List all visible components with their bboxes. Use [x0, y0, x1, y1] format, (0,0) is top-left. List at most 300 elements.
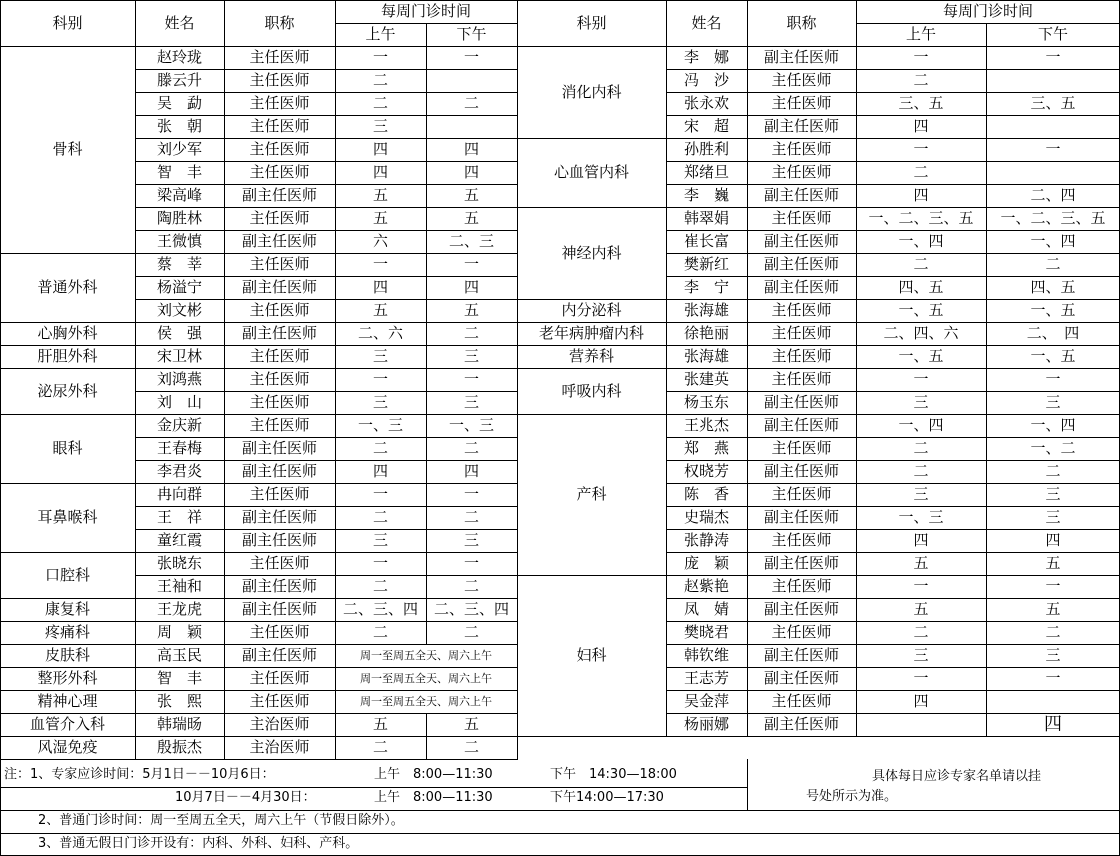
pm-cell: 二: [1045, 623, 1061, 641]
grid-line: [986, 115, 987, 139]
grid-line: [666, 483, 667, 507]
grid-line: [986, 46, 987, 70]
doctor-title: 主任医师: [771, 692, 832, 710]
am-cell: 二: [913, 71, 929, 89]
grid-line: [426, 46, 427, 70]
grid-line: [135, 621, 136, 645]
doctor-name: 徐艳丽: [683, 324, 729, 342]
grid-line: [666, 345, 667, 369]
grid-line: [747, 552, 748, 576]
pm-cell: 四、五: [1030, 278, 1076, 296]
grid-line: [666, 552, 667, 576]
doctor-title: 副主任医师: [763, 278, 839, 296]
grid-line: [224, 644, 225, 668]
am-cell: 三、五: [898, 94, 944, 112]
pm-cell: 一: [463, 48, 479, 66]
grid-line: [986, 460, 987, 484]
pm-cell: 二: [463, 623, 479, 641]
am-cell: 一、三: [357, 416, 403, 434]
grid-line: [747, 345, 748, 369]
am-cell: 四: [913, 531, 929, 549]
grid-line: [135, 644, 136, 668]
doctor-title: 副主任医师: [763, 48, 839, 66]
grid-line: [986, 529, 987, 553]
pm-cell: 一: [1045, 669, 1061, 687]
grid-line: [135, 598, 136, 622]
pm-cell: 二、 四: [1026, 324, 1080, 342]
grid-line: [666, 115, 667, 139]
dept-cell: 整形外科: [37, 669, 98, 687]
note-summer-am: 上午 8:00—11:30: [374, 767, 493, 782]
doctor-name: 凤 婧: [683, 600, 729, 618]
pm-cell: 一、二、三、五: [1000, 209, 1106, 227]
pm-cell: 二、三: [448, 232, 494, 250]
grid-line: [426, 483, 427, 507]
dept-cell: 心胸外科: [37, 324, 98, 342]
pm-cell: 四: [1044, 713, 1062, 735]
doctor-title: 主任医师: [249, 117, 310, 135]
grid-line: [426, 253, 427, 277]
pm-cell: [986, 115, 1120, 138]
doctor-title: 主治医师: [249, 738, 310, 756]
pm-cell: 五: [463, 186, 479, 204]
grid-line: [135, 437, 136, 461]
doctor-name: 陈 香: [683, 485, 729, 503]
doctor-title: 副主任医师: [763, 600, 839, 618]
grid-line: [747, 759, 748, 811]
grid-line: [426, 322, 427, 346]
grid-line: [747, 506, 748, 530]
pm-cell: 五: [463, 209, 479, 227]
doctor-title: 副主任医师: [763, 117, 839, 135]
doctor-name: 梁高峰: [156, 186, 202, 204]
am-cell: 二: [913, 163, 929, 181]
note-summer-pm: 下午 14:30—18:00: [550, 767, 677, 782]
doctor-title: 主任医师: [249, 669, 310, 687]
grid-line: [224, 621, 225, 645]
grid-line: [224, 322, 225, 346]
doctor-title: 主任医师: [249, 347, 310, 365]
header-schedule-left: 每周门诊时间: [380, 2, 471, 20]
grid-line: [135, 46, 136, 70]
doctor-name: 吴 勐: [156, 94, 202, 112]
doctor-name: 杨玉东: [683, 393, 729, 411]
grid-line: [986, 713, 987, 737]
grid-line: [224, 69, 225, 93]
grid-line: [0, 759, 518, 760]
doctor-title: 主任医师: [771, 623, 832, 641]
doctor-title: 主任医师: [249, 140, 310, 158]
am-cell: 一、三: [898, 508, 944, 526]
dept-cell: 产科: [576, 485, 607, 503]
grid-line: [224, 345, 225, 369]
grid-line: [224, 437, 225, 461]
am-cell: 二: [372, 94, 388, 112]
doctor-name: 智 丰: [156, 669, 202, 687]
grid-line: [135, 506, 136, 530]
doctor-name: 殷振杰: [156, 738, 202, 756]
doctor-title: 主任医师: [249, 393, 310, 411]
pm-cell: 一、五: [1030, 301, 1076, 319]
doctor-name: 金庆新: [156, 416, 202, 434]
doctor-title: 副主任医师: [763, 554, 839, 572]
grid-line: [426, 23, 427, 47]
grid-line: [224, 391, 225, 415]
am-cell: 四: [372, 278, 388, 296]
grid-line: [986, 161, 987, 185]
grid-line: [666, 92, 667, 116]
grid-line: [986, 667, 987, 691]
grid-line: [747, 0, 748, 47]
am-cell: 四: [372, 163, 388, 181]
grid-line: [986, 391, 987, 415]
grid-line: [747, 138, 748, 162]
pm-cell: 二: [1045, 255, 1061, 273]
grid-line: [666, 368, 667, 392]
doctor-name: 李 宁: [683, 278, 729, 296]
grid-line: [666, 529, 667, 553]
pm-cell: 一: [463, 370, 479, 388]
am-cell: 二、六: [357, 324, 403, 342]
grid-line: [135, 230, 136, 254]
grid-line: [666, 46, 667, 70]
grid-line: [666, 506, 667, 530]
note-expert-hours-summer: 注：1、专家应诊时间：5月1日－－10月6日：: [4, 767, 275, 782]
note-holiday-clinics: 3、普通无假日门诊开设有：内科、外科、妇科、产科。: [38, 836, 359, 851]
dept-cell: 呼吸内科: [561, 381, 622, 400]
grid-line: [224, 575, 225, 599]
note-winter-am: 上午 8:00—11:30: [374, 790, 493, 805]
pm-cell: [986, 69, 1120, 92]
am-cell: 二: [913, 439, 929, 457]
grid-line: [426, 460, 427, 484]
am-cell: 二: [372, 577, 388, 595]
am-cell: 三: [372, 393, 388, 411]
doctor-title: 主任医师: [771, 94, 832, 112]
grid-line: [426, 345, 427, 369]
grid-line: [986, 598, 987, 622]
pm-cell: 四: [1045, 531, 1061, 549]
doctor-title: 主任医师: [771, 163, 832, 181]
doctor-title: 主任医师: [771, 324, 832, 342]
grid-line: [986, 299, 987, 323]
grid-line: [666, 437, 667, 461]
doctor-title: 主任医师: [249, 370, 310, 388]
grid-line: [986, 230, 987, 254]
grid-line: [224, 253, 225, 277]
grid-line: [986, 138, 987, 162]
grid-line: [747, 253, 748, 277]
grid-line: [224, 161, 225, 185]
grid-line: [135, 483, 136, 507]
doctor-name: 王兆杰: [683, 416, 729, 434]
pm-cell: 一、五: [1030, 347, 1076, 365]
doctor-name: 樊新红: [683, 255, 729, 273]
am-cell: 二: [372, 738, 388, 756]
grid-line: [747, 115, 748, 139]
pm-cell: 二: [463, 324, 479, 342]
grid-line: [986, 368, 987, 392]
am-cell: 五: [372, 186, 388, 204]
am-cell: [856, 713, 986, 736]
pm-cell: 一: [1045, 140, 1061, 158]
doctor-name: 韩钦维: [683, 646, 729, 664]
doctor-name: 王志芳: [683, 669, 729, 687]
doctor-title: 主任医师: [249, 485, 310, 503]
pm-cell: 三: [1045, 508, 1061, 526]
grid-line: [666, 621, 667, 645]
grid-line: [426, 736, 427, 760]
grid-line: [426, 437, 427, 461]
dept-cell: 内分泌科: [561, 301, 622, 319]
grid-line: [666, 713, 667, 737]
grid-line: [856, 23, 1120, 24]
pm-cell: 三: [463, 347, 479, 365]
pm-cell: 一、四: [1030, 416, 1076, 434]
doctor-name: 韩翠娟: [683, 209, 729, 227]
doctor-title: 主任医师: [249, 554, 310, 572]
grid-line: [666, 598, 667, 622]
am-cell: 一: [372, 485, 388, 503]
doctor-title: 主任医师: [771, 439, 832, 457]
pm-cell: 二: [463, 738, 479, 756]
doctor-name: 王袖和: [156, 577, 202, 595]
am-cell: 一: [913, 577, 929, 595]
grid-line: [426, 207, 427, 231]
doctor-name: 冉向群: [156, 485, 202, 503]
pm-cell: 四: [463, 163, 479, 181]
dept-cell: 普通外科: [37, 278, 98, 296]
doctor-title: 副主任医师: [763, 186, 839, 204]
header-title-right: 职称: [786, 13, 817, 32]
pm-cell: 五: [463, 301, 479, 319]
dept-cell: 耳鼻喉科: [37, 508, 98, 526]
grid-line: [986, 437, 987, 461]
grid-line: [986, 621, 987, 645]
grid-line: [135, 345, 136, 369]
clinic-span-cell: 周一至周五全天、周六上午: [360, 672, 492, 685]
doctor-title: 主任医师: [249, 163, 310, 181]
grid-line: [747, 713, 748, 737]
header-dept-left: 科别: [52, 13, 83, 32]
grid-line: [747, 460, 748, 484]
doctor-name: 赵玲珑: [156, 48, 202, 66]
grid-line: [986, 92, 987, 116]
doctor-title: 主任医师: [249, 623, 310, 641]
grid-line: [0, 833, 1120, 834]
pm-cell: 三: [463, 393, 479, 411]
clinic-span-cell: 周一至周五全天、周六上午: [360, 649, 492, 662]
grid-line: [986, 322, 987, 346]
grid-line: [135, 115, 136, 139]
grid-line: [426, 713, 427, 737]
note-side-text-2: 号处所示为准。: [806, 789, 898, 804]
grid-line: [224, 460, 225, 484]
note-winter-pm: 下午14:00—17:30: [550, 790, 664, 805]
grid-line: [224, 184, 225, 208]
pm-cell: 二: [463, 577, 479, 595]
grid-line: [747, 483, 748, 507]
pm-cell: 四: [463, 140, 479, 158]
doctor-name: 宋卫林: [156, 347, 202, 365]
dept-cell: 泌尿外科: [37, 381, 98, 400]
grid-line: [986, 276, 987, 300]
doctor-name: 李 娜: [683, 48, 729, 66]
pm-cell: 一: [463, 255, 479, 273]
grid-line: [426, 92, 427, 116]
grid-line: [135, 161, 136, 185]
doctor-title: 副主任医师: [763, 416, 839, 434]
am-cell: 五: [372, 301, 388, 319]
grid-line: [986, 207, 987, 231]
doctor-title: 主任医师: [771, 71, 832, 89]
doctor-title: 副主任医师: [763, 393, 839, 411]
dept-cell: 妇科: [576, 646, 607, 664]
doctor-name: 张 熙: [156, 692, 202, 710]
grid-line: [426, 161, 427, 185]
pm-cell: [986, 690, 1120, 713]
grid-line: [747, 575, 748, 599]
grid-line: [986, 690, 987, 714]
am-cell: 三: [372, 347, 388, 365]
grid-line: [666, 299, 667, 323]
header-schedule-right: 每周门诊时间: [942, 2, 1033, 20]
grid-line: [426, 391, 427, 415]
grid-line: [135, 391, 136, 415]
doctor-name: 童红霞: [156, 531, 202, 549]
grid-line: [224, 483, 225, 507]
doctor-title: 主任医师: [771, 485, 832, 503]
doctor-name: 高玉民: [156, 646, 202, 664]
pm-cell: 一: [1045, 370, 1061, 388]
doctor-title: 副主任医师: [241, 324, 317, 342]
grid-line: [666, 575, 667, 599]
am-cell: 一: [913, 140, 929, 158]
doctor-title: 副主任医师: [763, 508, 839, 526]
pm-cell: [426, 115, 517, 138]
grid-line: [0, 810, 1120, 811]
doctor-name: 吴金萍: [683, 692, 729, 710]
doctor-name: 李君炎: [156, 462, 202, 480]
am-cell: 一: [372, 255, 388, 273]
am-cell: 五: [372, 209, 388, 227]
grid-line: [986, 644, 987, 668]
doctor-title: 主任医师: [771, 301, 832, 319]
doctor-title: 主任医师: [771, 577, 832, 595]
grid-line: [135, 299, 136, 323]
grid-line: [426, 552, 427, 576]
am-cell: 二: [913, 255, 929, 273]
pm-cell: [986, 161, 1120, 184]
grid-line: [426, 621, 427, 645]
clinic-span-cell: 周一至周五全天、周六上午: [360, 695, 492, 708]
grid-line: [426, 69, 427, 93]
note-expert-hours-winter: 10月7日－－4月30日：: [175, 790, 316, 805]
grid-line: [986, 345, 987, 369]
doctor-name: 张建英: [683, 370, 729, 388]
pm-cell: 二: [463, 439, 479, 457]
grid-line: [224, 368, 225, 392]
grid-line: [666, 322, 667, 346]
am-cell: 一: [913, 370, 929, 388]
doctor-name: 李 巍: [683, 186, 729, 204]
header-am-left: 上午: [365, 25, 396, 43]
pm-cell: 三: [1045, 485, 1061, 503]
doctor-title: 副主任医师: [241, 186, 317, 204]
pm-cell: 三: [1045, 393, 1061, 411]
am-cell: 三: [913, 646, 929, 664]
dept-cell: 风湿免疫: [37, 738, 98, 756]
doctor-name: 张静涛: [683, 531, 729, 549]
pm-cell: 一: [1045, 48, 1061, 66]
am-cell: 二: [372, 623, 388, 641]
pm-cell: 四: [463, 462, 479, 480]
am-cell: 三: [372, 531, 388, 549]
am-cell: 一: [372, 554, 388, 572]
doctor-name: 张海雄: [683, 301, 729, 319]
grid-line: [986, 23, 987, 47]
doctor-name: 刘文彬: [156, 301, 202, 319]
pm-cell: 三、五: [1030, 94, 1076, 112]
doctor-name: 崔长富: [683, 232, 729, 250]
doctor-title: 副主任医师: [241, 531, 317, 549]
am-cell: 三: [372, 117, 388, 135]
grid-line: [135, 575, 136, 599]
doctor-name: 智 丰: [156, 163, 202, 181]
grid-line: [747, 230, 748, 254]
doctor-name: 王 祥: [156, 508, 202, 526]
header-dept-right: 科别: [576, 13, 607, 32]
grid-line: [224, 690, 225, 714]
doctor-name: 王春梅: [156, 439, 202, 457]
doctor-name: 张海雄: [683, 347, 729, 365]
pm-cell: 一: [463, 485, 479, 503]
pm-cell: 三: [463, 531, 479, 549]
grid-line: [224, 598, 225, 622]
grid-line: [666, 644, 667, 668]
doctor-title: 副主任医师: [763, 669, 839, 687]
doctor-name: 张 朝: [156, 117, 202, 135]
pm-cell: 五: [1045, 600, 1061, 618]
am-cell: 二: [372, 508, 388, 526]
dept-cell: 疼痛科: [44, 623, 90, 641]
doctor-title: 主治医师: [249, 715, 310, 733]
grid-line: [747, 437, 748, 461]
am-cell: 五: [913, 600, 929, 618]
pm-cell: 二、三、四: [433, 600, 509, 618]
pm-cell: 二: [1045, 462, 1061, 480]
grid-line: [986, 253, 987, 277]
doctor-title: 副主任医师: [763, 462, 839, 480]
grid-line: [517, 736, 1120, 737]
dept-cell: 消化内科: [561, 82, 622, 101]
note-general-clinic-hours: 2、普通门诊时间：周一至周五全天，周六上午（节假日除外）。: [38, 813, 404, 828]
grid-line: [0, 759, 1, 856]
grid-line: [224, 115, 225, 139]
grid-line: [224, 529, 225, 553]
pm-cell: 一: [1045, 577, 1061, 595]
grid-line: [135, 276, 136, 300]
grid-line: [747, 644, 748, 668]
doctor-name: 郑 燕: [683, 439, 729, 457]
grid-line: [426, 598, 427, 622]
pm-cell: [426, 69, 517, 92]
grid-line: [0, 0, 1120, 1]
grid-line: [747, 322, 748, 346]
pm-cell: 三: [1045, 646, 1061, 664]
doctor-title: 主任医师: [249, 692, 310, 710]
grid-line: [135, 736, 136, 760]
